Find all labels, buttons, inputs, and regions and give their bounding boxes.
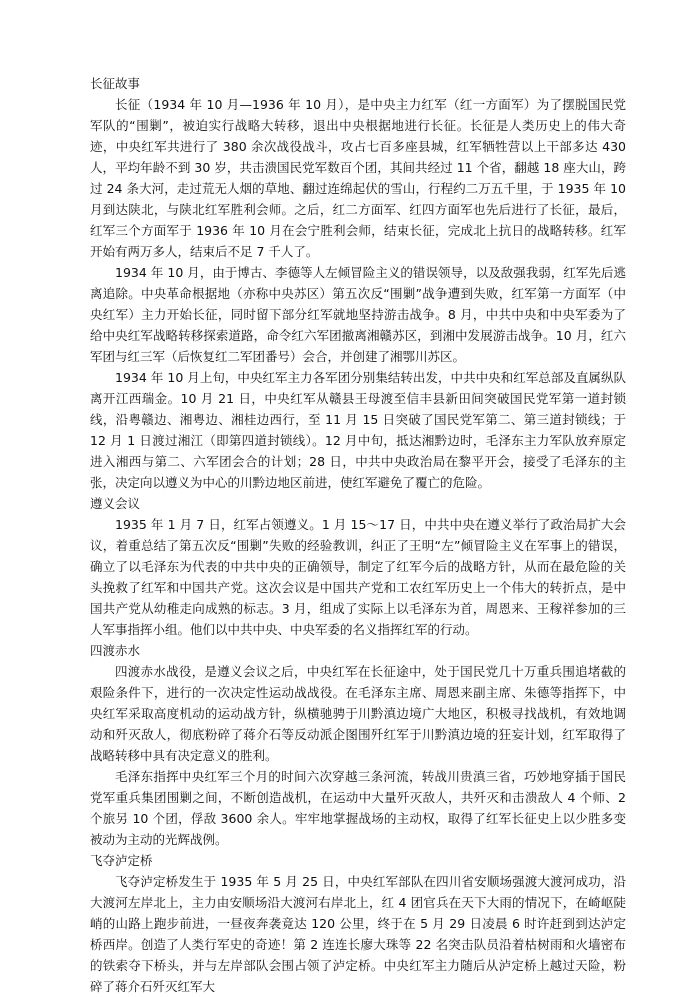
section-luding-bridge [90,850,626,997]
section-zunyi-conference [90,493,626,640]
section-heading: 飞夺泸定桥 [90,853,153,868]
paragraph: 长征（1934 年 10 月—1936 年 10 月），是中央主力红军（红一方面军）为了摆脱国民党军队的“围剿”，被迫实行战略大转移，退出中央根据地进行长征。长征是人类历史上的伟大奇迹，中央红军共进行了 380 余次战役战斗，攻占七百多座县城，红军牺牲营以上干部多达 430 人，平均年龄不到 30 岁，共击溃国民党军数百个团，其间共经过 11 个省，翻越 18 座大山，跨过 24 条大河，走过荒无人烟的草地、翻过连绵起伏的雪山，行程约二万五千里，于 1935 年 10 月到达陕北，与陕北红军胜利会师。之后，红二方面军、红四方面军也先后进行了长征，最后，红军三个方面军于 1936 年 10 月在会宁胜利会师，结束长征，完成北上抗日的战略转移。红军开始有两万多人，结束后不足 7 千人了。 [90,97,626,259]
section-heading: 四渡赤水 [90,643,141,658]
section-four-crossings [90,640,626,850]
document-page [90,73,626,997]
paragraph: 1934 年 10 月，由于博古、李德等人左倾冒险主义的错误领导，以及敌强我弱，红军先后逃离追除。中央革命根据地（亦称中央苏区）第五次反“围剿”战争遭到失败，红军第一方面军（中央红军）主力开始长征，同时留下部分红军就地坚持游击战争。8 月，中共中央和中央军委为了给中央红军战略转移探索道路，命令红六军团撤离湘赣苏区，到湘中发展游击战争。10 月，红六军团与红三军（后恢复红二军团番号）会合，并创建了湘鄂川苏区。 [90,265,626,364]
paragraph: 1934 年 10 月上旬，中央红军主力各军团分别集结转出发，中共中央和红军总部及直属纵队离开江西瑞金。10 月 21 日，中央红军从赣县王母渡至信丰县新田间突破国民党军第一道封锁线，沿粤赣边、湘粤边、湘桂边西行，至 11 月 15 日突破了国民党军第二、第三道封锁线；于 12 月 1 日渡过湘江（即第四道封锁线）。12 月中旬，抵达湘黔边时，毛泽东主力军队放弃原定进入湘西与第二、六军团会合的计划；28 日，中共中央政治局在黎平开会，接受了毛泽东的主张，决定向以遵义为中心的川黔边地区前进，使红军避免了覆亡的危险。 [90,370,626,490]
section-long-march-story [90,73,626,493]
paragraph: 毛泽东指挥中央红军三个月的时间六次穿越三条河流，转战川贵滇三省，巧妙地穿插于国民党军重兵集团围剿之间，不断创造战机，在运动中大量歼灭敌人，共歼灭和击溃敌人 4 个师、2 个旅另 10 个团，俘敌 3600 余人。牢牢地掌握战场的主动权，取得了红军长征史上以少胜多变被动为主动的光辉战例。 [90,769,626,847]
paragraph: 1935 年 1 月 7 日，红军占领遵义。1 月 15～17 日，中共中央在遵义举行了政治局扩大会议，着重总结了第五次反“围剿”失败的经验教训，纠正了王明“左”倾冒险主义在军事上的错误，确立了以毛泽东为代表的中共中央的正确领导，制定了红军今后的战略方针，从而在最危险的关头挽救了红军和中国共产党。这次会议是中国共产党和工农红军历史上一个伟大的转折点，是中国共产党从幼稚走向成熟的标志。3 月，组成了实际上以毛泽东为首，周恩来、王稼祥参加的三人军事指挥小组。他们以中共中央、中央军委的名义指挥红军的行动。 [90,517,626,637]
section-heading: 长征故事 [90,76,141,91]
paragraph: 四渡赤水战役，是遵义会议之后，中央红军在长征途中，处于国民党几十万重兵围追堵截的艰险条件下，进行的一次决定性运动战战役。在毛泽东主席、周恩来副主席、朱德等指挥下，中央红军采取高度机动的运动战方针，纵横驰骋于川黔滇边境广大地区，积极寻找战机，有效地调动和歼灭敌人，彻底粉碎了蒋介石等反动派企图围歼红军于川黔滇边境的狂妄计划，红军取得了战略转移中具有决定意义的胜利。 [90,664,626,763]
paragraph: 飞夺泸定桥发生于 1935 年 5 月 25 日，中央红军部队在四川省安顺场强渡大渡河成功，沿大渡河左岸北上，主力由安顺场沿大渡河右岸北上，红 4 团官兵在天下大雨的情况下，在崎岖陡峭的山路上跑步前进，一昼夜奔袭竟达 120 公里，终于在 5 月 29 日凌晨 6 时许赶到到达泸定桥西岸。创造了人类行军史的奇迹！第 2 连连长廖大珠等 22 名突击队员沿着枯树雨和火墙密布的铁索夺下桥头，并与左岸部队会围占领了泸定桥。中央红军主力随后从泸定桥上越过天险，粉碎了蒋介石歼灭红军大 [90,874,626,994]
section-heading: 遵义会议 [90,496,141,511]
